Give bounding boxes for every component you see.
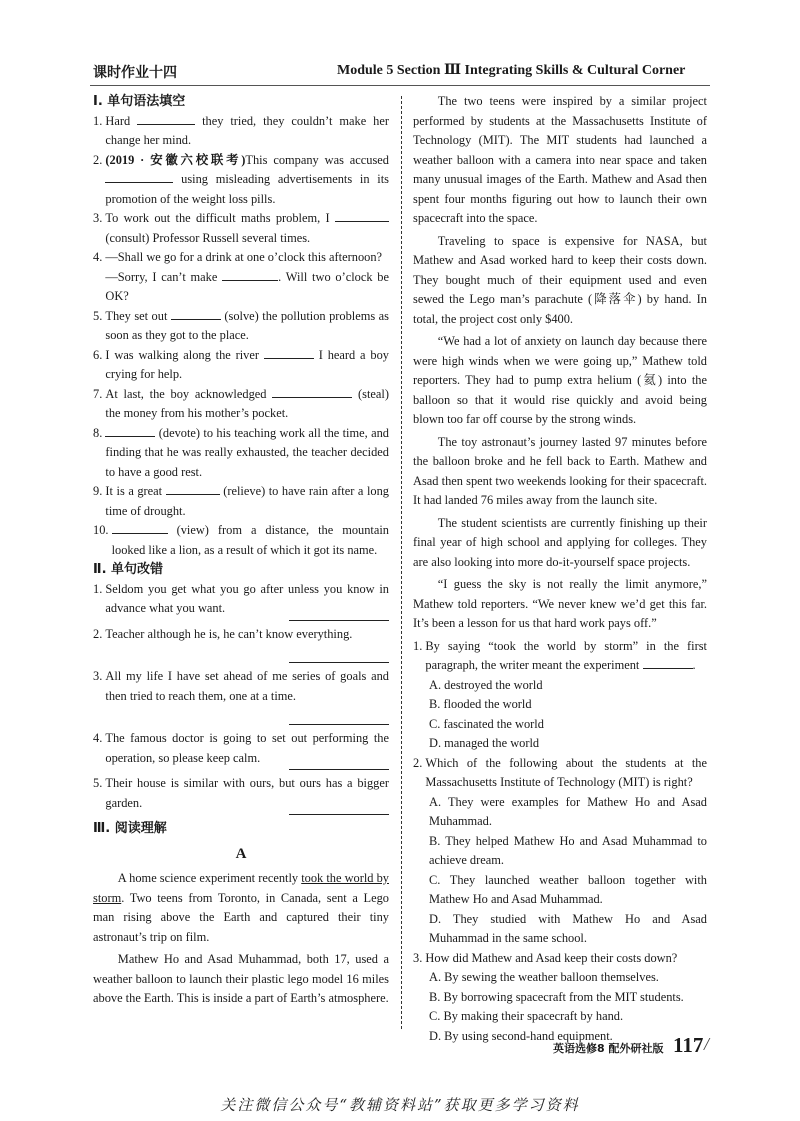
question-number: 3. [93,669,106,683]
question-stem: Which of the following about the students at the Massachusetts Institute of Technology (MIT) is right? [425,755,707,789]
correction-answer-line[interactable] [289,706,389,725]
answer-option[interactable]: B. They helped Mathew Ho and Asad Muhammad to achieve dream. [429,833,707,867]
correction-sentence: The famous doctor is going to set out performing the operation, so please keep calm. [105,731,389,765]
answer-blank[interactable] [264,346,314,359]
grammar-question-4: 4. —Shall we go for a drink at one o’clock this afternoon? —Sorry, I can’t make . Will two o’clock be OK? [93,248,389,307]
grammar-question-9: 9. It is a great (relieve) to have rain after a long time of drought. [93,482,389,521]
correction-sentence: All my life I have set ahead of me series of goals and then tried to reach them, one at a time. [105,669,389,703]
grammar-question-8: 8. (devote) to his teaching work all the time, and finding that he was really exhausted, the teacher decided to have a good rest. [93,424,389,483]
correction-sentence: Teacher although he is, he can’t know everything. [105,626,353,641]
question-number: 2. [413,755,426,770]
correction-question-4 [93,729,389,770]
passage-paragraph-7: The student scientists are currently finishing up their final year of high school and applying for colleges. They are also looking into more do-it-yourself space projects. [413,515,707,569]
correction-answer-line[interactable] [289,644,389,663]
grammar-question-2: 2. (2019 · 安徽六校联考)This company was accused using misleading advertisements in its promotion of the weight loss pills. [93,151,389,210]
question-number: 3. [413,950,426,965]
column-divider [401,96,402,1029]
answer-blank[interactable] [222,268,278,281]
question-number: 2. [93,626,106,641]
underlined-phrase: took the world by storm [93,871,389,905]
grammar-question-6: 6. I was walking along the river I heard a boy crying for help. [93,346,389,385]
question-number: 4. [93,250,106,264]
question-number: 3. [93,211,106,225]
question-number: 1. [93,113,106,128]
question-number: 10. [93,523,112,537]
reading-question-1: 1. By saying “took the world by storm” in the first paragraph, the writer meant the experiment . A. destroyed the world B. flooded the world C. fascinated the world D. managed the world [413,637,707,754]
answer-option[interactable]: A. destroyed the world [429,677,543,692]
question-number: 6. [93,347,106,362]
grammar-question-5: 5. They set out (solve) the pollution problems as soon as they got to the place. [93,307,389,346]
question-number: 4. [93,731,106,745]
correction-sentence: Seldom you get what you go after unless you know in advance what you want. [105,581,389,615]
passage-paragraph-4: Traveling to space is expensive for NASA, but Mathew and Asad worked hard to keep their costs down. They bought much of their equipment used and even sewed the Lego man’s parachute (降落伞) by hand. In total, the project cost only $400. [413,233,707,326]
question-number: 7. [93,386,106,401]
answer-option[interactable]: D. managed the world [429,736,540,750]
section-title-reading: Ⅲ. 阅读理解 [93,821,167,836]
passage-paragraph-5: “We had a lot of anxiety on launch day because there were high winds when we were going up,” Mathew told reporters. They had to pump extra helium (氦) into the balloon so that it would rise quickly and avoid being blown too far off course by the strong winds. [413,334,707,426]
answer-blank[interactable] [335,209,389,222]
question-stem: How did Mathew and Asad keep their costs down? [425,950,678,965]
answer-blank[interactable] [105,424,155,437]
page-number-slash-icon: / [704,1034,710,1054]
question-number: 1. [413,638,426,653]
answer-blank[interactable] [272,385,352,398]
answer-option[interactable]: D. By using second-hand equipment. [429,1028,613,1043]
correction-question-2 [93,625,389,664]
answer-option[interactable]: B. flooded the world [429,697,532,711]
page-header-left: 课时作业十四 [93,65,177,81]
left-column [93,92,389,1012]
page-header-right: Module 5 Section Ⅲ Integrating Skills & Cultural Corner [337,63,686,78]
answer-option[interactable]: C. By making their spacecraft by hand. [429,1009,624,1023]
grammar-question-10: 10. (view) from a distance, the mountain looked like a lion, as a result of which it got its name. [93,521,389,560]
reading-question-3 [413,949,707,1047]
answer-blank[interactable] [166,482,220,495]
question-stem: By saying “took the world by storm” in the first paragraph, the writer meant the experiment [425,638,707,672]
question-source: (2019 · 安徽六校联考) [105,152,246,167]
section-title-grammar: Ⅰ. 单句语法填空 [93,94,186,109]
question-number: 2. [93,152,106,167]
question-number: 9. [93,484,106,498]
answer-option[interactable]: C. They launched weather balloon together with Mathew Ho and Asad Muhammad. [429,872,707,906]
handwritten-note: 关注微信公众号“教辅资料站”获取更多学习资料 [220,1096,580,1114]
page-number: 117 [673,1033,704,1057]
grammar-question-3: 3. To work out the difficult maths problem, I (consult) Professor Russell several times. [93,209,389,248]
passage-title: A [235,845,247,862]
right-column [413,92,707,1046]
question-number: 5. [93,776,106,790]
book-edition-label: 英语选修8 配外研社版 [553,1042,664,1055]
answer-blank[interactable] [137,112,195,125]
header-divider [90,85,710,86]
reading-question-2 [413,754,707,949]
passage-paragraph-1: A home science experiment recently took the world by storm. Two teens from Toronto, in Canada, sent a Lego man rising above the Earth and captured their tiny astronaut’s trip on film. [93,871,389,944]
question-number: 8. [93,425,106,440]
answer-blank[interactable] [171,307,221,320]
answer-option[interactable]: C. fascinated the world [429,716,544,731]
passage-paragraph-8: “I guess the sky is not really the limit anymore,” Mathew told reporters. “We never knew we’d get this far. It’s been a lesson for us that hard work pays off.” [413,577,707,630]
passage-paragraph-3: The two teens were inspired by a similar project performed by students at the Massachusetts Institute of Technology (MIT). The MIT students had launched a weather balloon with a camera into near space and taken many unusual images of the Earth. Mathew and Asad then spent four months figuring out how to launch their own spacecraft into the space. [413,94,707,225]
answer-option[interactable]: A. They were examples for Mathew Ho and Asad Muhammad. [429,794,707,828]
answer-option[interactable]: B. By borrowing spacecraft from the MIT students. [429,989,684,1004]
answer-blank[interactable] [643,656,693,669]
passage-paragraph-2: Mathew Ho and Asad Muhammad, both 17, used a weather balloon to launch their plastic lego model 16 miles above the Earth. This is inside a part of Earth’s atmosphere. [93,952,389,1005]
correction-sentence: Their house is similar with ours, but ours has a bigger garden. [105,776,389,810]
grammar-question-1: 1. Hard they tried, they couldn’t make her change her mind. [93,112,389,151]
correction-question-1 [93,580,389,621]
grammar-question-7: 7. At last, the boy acknowledged (steal) the money from his mother’s pocket. [93,385,389,424]
answer-option[interactable]: A. By sewing the weather balloon themselves. [429,970,659,984]
correction-question-3 [93,667,389,725]
passage-paragraph-6: The toy astronaut’s journey lasted 97 minutes before the balloon broke and he fell back to Earth. Mathew and Asad then spent two weekends looking for their spacecraft. It had landed 76 miles away from the launch site. [413,434,707,507]
answer-blank[interactable] [105,170,173,183]
question-number: 5. [93,308,106,323]
answer-option[interactable]: D. They studied with Mathew Ho and Asad Muhammad in the same school. [429,911,707,945]
section-title-correction: Ⅱ. 单句改错 [93,562,164,577]
answer-blank[interactable] [112,521,168,534]
correction-question-5 [93,774,389,815]
question-number: 1. [93,581,106,596]
